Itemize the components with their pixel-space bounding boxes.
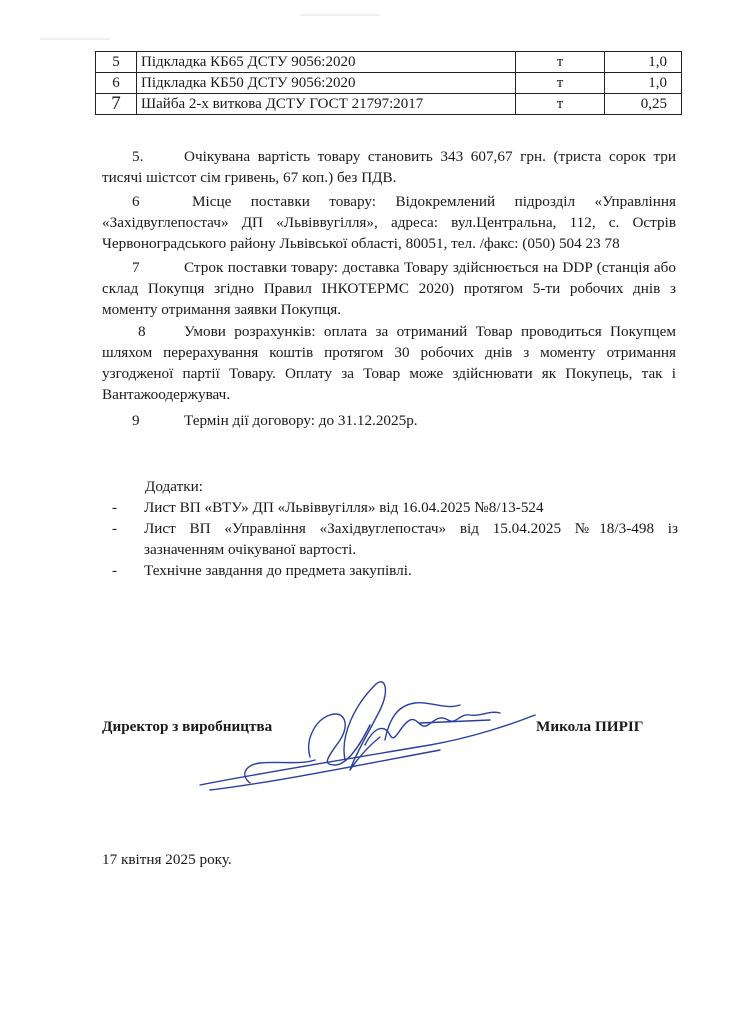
clause-number: 8 [138,323,146,340]
clause-number: 9 [132,412,140,429]
handwritten-signature [190,665,540,805]
bullet: - [112,499,118,516]
attachment-text: Лист ВП «Управління «Західвуглепостач» від 15.04.2025 №18/3-498 із зазначенням очікуваної вартості. [144,520,678,558]
bullet: - [112,520,118,537]
clause-text: Строк поставки товару: доставка Товару здійснюється на DDP (станція або склад Покупця згідно Правил ІНКОТЕРМС 2020) протягом 5-ти робочих днів з моменту отримання заявки Покупця. [102,259,676,318]
clause-text: Термін дії договору: до 31.12.2025р. [184,412,418,429]
signatory-title: Директор з виробництва [102,718,273,735]
list-item [112,560,678,581]
item-unit: т [516,52,605,73]
clause-6 [102,191,676,254]
item-quantity: 1,0 [605,73,682,94]
item-name: Шайба 2-х виткова ДСТУ ГОСТ 21797:2017 [137,94,516,115]
table-row [96,52,682,73]
clause-number: 5. [132,148,144,165]
table-row [96,94,682,115]
attachments-title: Додатки: [145,478,203,495]
list-item [112,518,678,560]
clause-text: Умови розрахунків: оплата за отриманий Товар проводиться Покупцем шляхом перерахування коштів протягом 30 робочих днів з моменту отримання узгодженої партії Товару. Оплату за Товар може здійснювати як Покупець, так і Вантажоодержувач. [102,323,676,403]
clause-number: 7 [132,259,140,276]
items-table [95,51,682,115]
clause-text: Місце поставки товару: Відокремлений підрозділ «Управління «Західвуглепостач» ДП «Львіввугілля», адреса: вул.Центральна, 112, с. Острів Червоноградського району Львівської області, 80051, тел. /факс: (050) 504 23 78 [102,193,676,252]
clause-5 [102,146,676,188]
item-quantity: 0,25 [605,94,682,115]
attachments-list [112,497,678,581]
document-date: 17 квітня 2025 року. [102,851,232,868]
scan-artifact [40,38,110,40]
bullet: - [112,562,118,579]
clause-8 [102,321,676,405]
item-name: Підкладка КБ65 ДСТУ 9056:2020 [137,52,516,73]
item-quantity: 1,0 [605,52,682,73]
item-unit: т [516,94,605,115]
attachment-text: Технічне завдання до предмета закупівлі. [144,562,412,579]
clause-7 [102,257,676,320]
clause-text: Очікувана вартість товару становить 343 607,67 грн. (триста сорок три тисячі шістсот сім гривень, 67 коп.) без ПДВ. [102,148,676,186]
list-item [112,497,678,518]
clause-number: 6 [132,193,140,210]
item-number: 5 [96,52,137,73]
signatory-name: Микола ПИРІГ [536,718,644,735]
attachment-text: Лист ВП «ВТУ» ДП «Львіввугілля» від 16.04.2025 №8/13-524 [144,499,544,516]
clause-9 [102,410,676,431]
item-number: 6 [96,73,137,94]
table-row [96,73,682,94]
item-number: 7 [96,94,137,115]
item-unit: т [516,73,605,94]
scan-artifact [300,14,380,16]
item-name: Підкладка КБ50 ДСТУ 9056:2020 [137,73,516,94]
